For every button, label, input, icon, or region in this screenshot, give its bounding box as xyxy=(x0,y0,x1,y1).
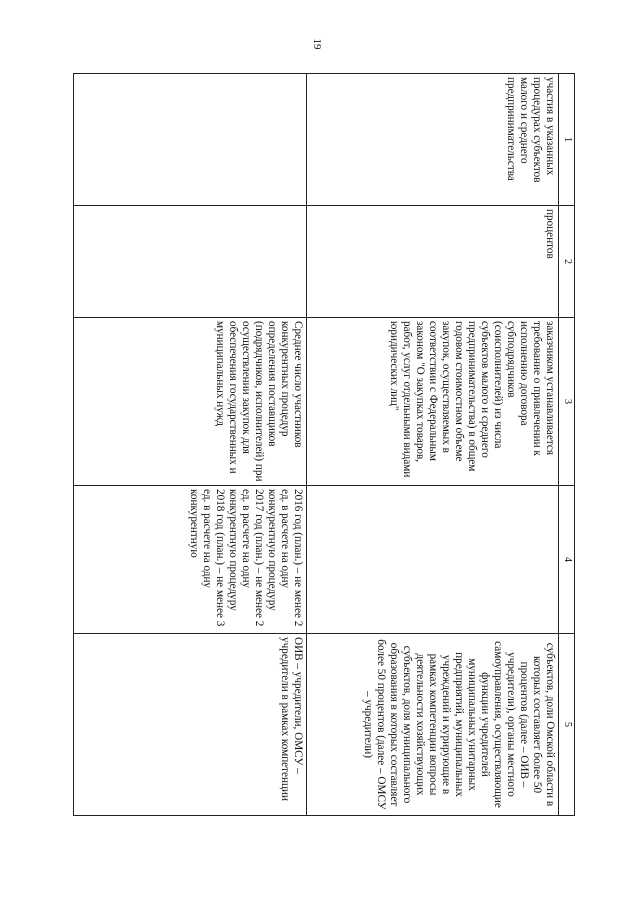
column-header-2: 2 xyxy=(559,206,575,318)
table-cell xyxy=(74,206,307,318)
table-cell xyxy=(307,206,559,318)
page-number: 19 xyxy=(311,38,323,50)
cell-text: ОИВ – учредители, ОМСУ – учредители в рамках компетенции xyxy=(279,637,304,801)
cell-text: процентов xyxy=(544,209,556,259)
table-row xyxy=(74,74,307,816)
table-cell xyxy=(74,74,307,206)
indicators-table xyxy=(73,73,575,816)
table-row xyxy=(307,74,559,816)
column-header-3: 3 xyxy=(559,318,575,486)
cell-text: заказчиком устанавливается требование о привлечении к исполнению договора субподрядчиков (соисполнителей) из числа субъектов малого и среднего предпринимательства) в общем годовом стоимостном объеме закупок, осуществляемых в соответствии с Федеральным законом "О закупках товаров, работ, услуг отдельными видами юридических лиц" xyxy=(388,321,556,478)
table-cell xyxy=(74,318,307,486)
table-cell xyxy=(307,634,559,816)
rotated-table-container xyxy=(73,73,575,815)
column-header-1: 1 xyxy=(559,74,575,206)
column-header-4: 4 xyxy=(559,486,575,634)
rotated-table-inner xyxy=(73,73,575,815)
table-cell xyxy=(74,634,307,816)
column-header-5: 5 xyxy=(559,634,575,816)
cell-text: Среднее число участников конкурентных процедур определения поставщиков (подрядчиков, исполнителей) при осуществлении закупок для обеспечения государственных и муниципальных нужд xyxy=(214,321,304,482)
cell-text: субъектов, доли Омской области в которых составляет более 50 процентов (далее – ОИВ – учредители), органы местного самоуправления, осуществляющие функции учредителей муниципальных унитарных предприятий, муниципальных учреждений и курирующие в рамках компетенции вопросы деятельности хозяйствующих субъектов, доля муниципального образования в которых составляет более 50 процентов (далее – ОМСУ – учредители) xyxy=(362,639,556,810)
table-cell xyxy=(307,318,559,486)
table-cell xyxy=(74,486,307,634)
header-row xyxy=(559,74,575,816)
table-cell xyxy=(307,74,559,206)
table-cell xyxy=(307,486,559,634)
cell-text: участия в указанных процедурах субъектов малого и среднего предпринимательства xyxy=(505,77,556,183)
cell-text: 2016 год (план.) – не менее 2 ед. в расчете на одну конкурентную процедуру 2017 год (план.) – не менее 2 ед. в расчете на одну конкурентную процедуру 2018 год (план.) – не менее 3 ед. в расчете на одну конкурентную xyxy=(188,489,304,627)
